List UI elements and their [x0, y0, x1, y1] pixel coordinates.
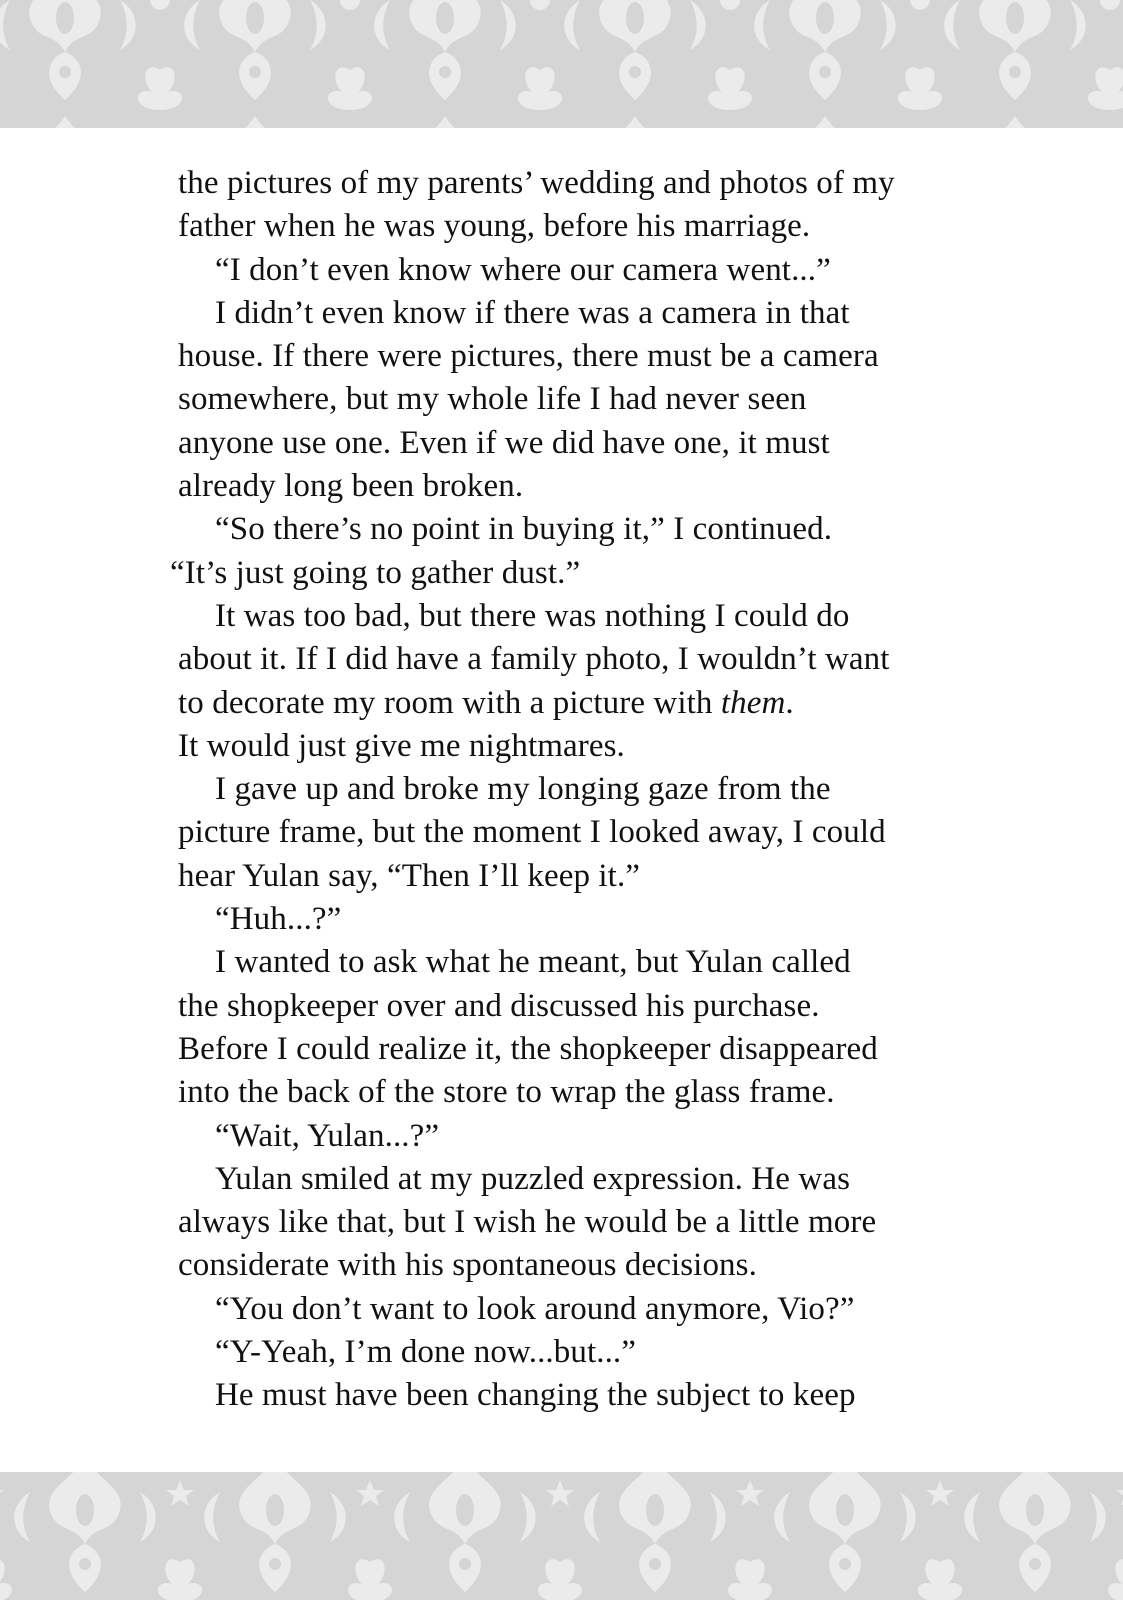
text-line: “So there’s no point in buying it,” I continued. — [215, 511, 833, 548]
text-line: He must have been changing the subject to keep — [215, 1377, 856, 1414]
text-line: “I don’t even know where our camera went...” — [215, 251, 831, 288]
text-line: “Wait, Yulan...?” — [215, 1117, 440, 1154]
text-line: somewhere, but my whole life I had never seen — [178, 381, 807, 418]
text-line: “It’s just going to gather dust.” — [170, 554, 581, 591]
text-line-with-emphasis — [178, 682, 1008, 725]
text-line: picture frame, but the moment I looked away, I could — [178, 814, 886, 851]
text-line: already long been broken. — [178, 468, 524, 505]
text-line: considerate with his spontaneous decisions. — [178, 1247, 757, 1284]
text-segment: . — [785, 684, 794, 721]
text-line: Yulan smiled at my puzzled expression. He was — [215, 1160, 851, 1197]
text-line: hear Yulan say, “Then I’ll keep it.” — [178, 857, 641, 894]
text-line: always like that, but I wish he would be a little more — [178, 1204, 877, 1241]
text-line: I didn’t even know if there was a camera in that — [215, 294, 850, 331]
text-line: Before I could realize it, the shopkeeper disappeared — [178, 1030, 878, 1067]
text-line: about it. If I did have a family photo, I wouldn’t want — [178, 641, 890, 678]
text-line: the pictures of my parents’ wedding and photos of my — [178, 165, 895, 201]
text-segment: to decorate my room with a picture with — [178, 684, 721, 721]
text-line: It would just give me nightmares. — [178, 727, 625, 764]
damask-pattern-bottom — [0, 1472, 1123, 1600]
text-line: I wanted to ask what he meant, but Yulan called — [215, 944, 851, 981]
text-line: the shopkeeper over and discussed his purchase. — [178, 987, 820, 1024]
text-line: anyone use one. Even if we did have one, it must — [178, 424, 830, 461]
top-damask-border — [0, 0, 1123, 128]
page-body-text — [170, 162, 1008, 1418]
text-line: into the back of the store to wrap the glass frame. — [178, 1074, 835, 1111]
text-line: house. If there were pictures, there must be a camera — [178, 338, 879, 375]
text-line: “Y-Yeah, I’m done now...but...” — [215, 1334, 637, 1371]
text-line: It was too bad, but there was nothing I could do — [215, 597, 850, 634]
text-line: “You don’t want to look around anymore, Vio?” — [215, 1290, 855, 1327]
text-line: father when he was young, before his marriage. — [178, 208, 811, 245]
text-line: I gave up and broke my longing gaze from the — [215, 771, 831, 808]
damask-pattern-top — [0, 0, 1123, 128]
bottom-damask-border — [0, 1472, 1123, 1600]
emphasized-word: them — [720, 684, 786, 721]
text-line: “Huh...?” — [215, 901, 342, 938]
